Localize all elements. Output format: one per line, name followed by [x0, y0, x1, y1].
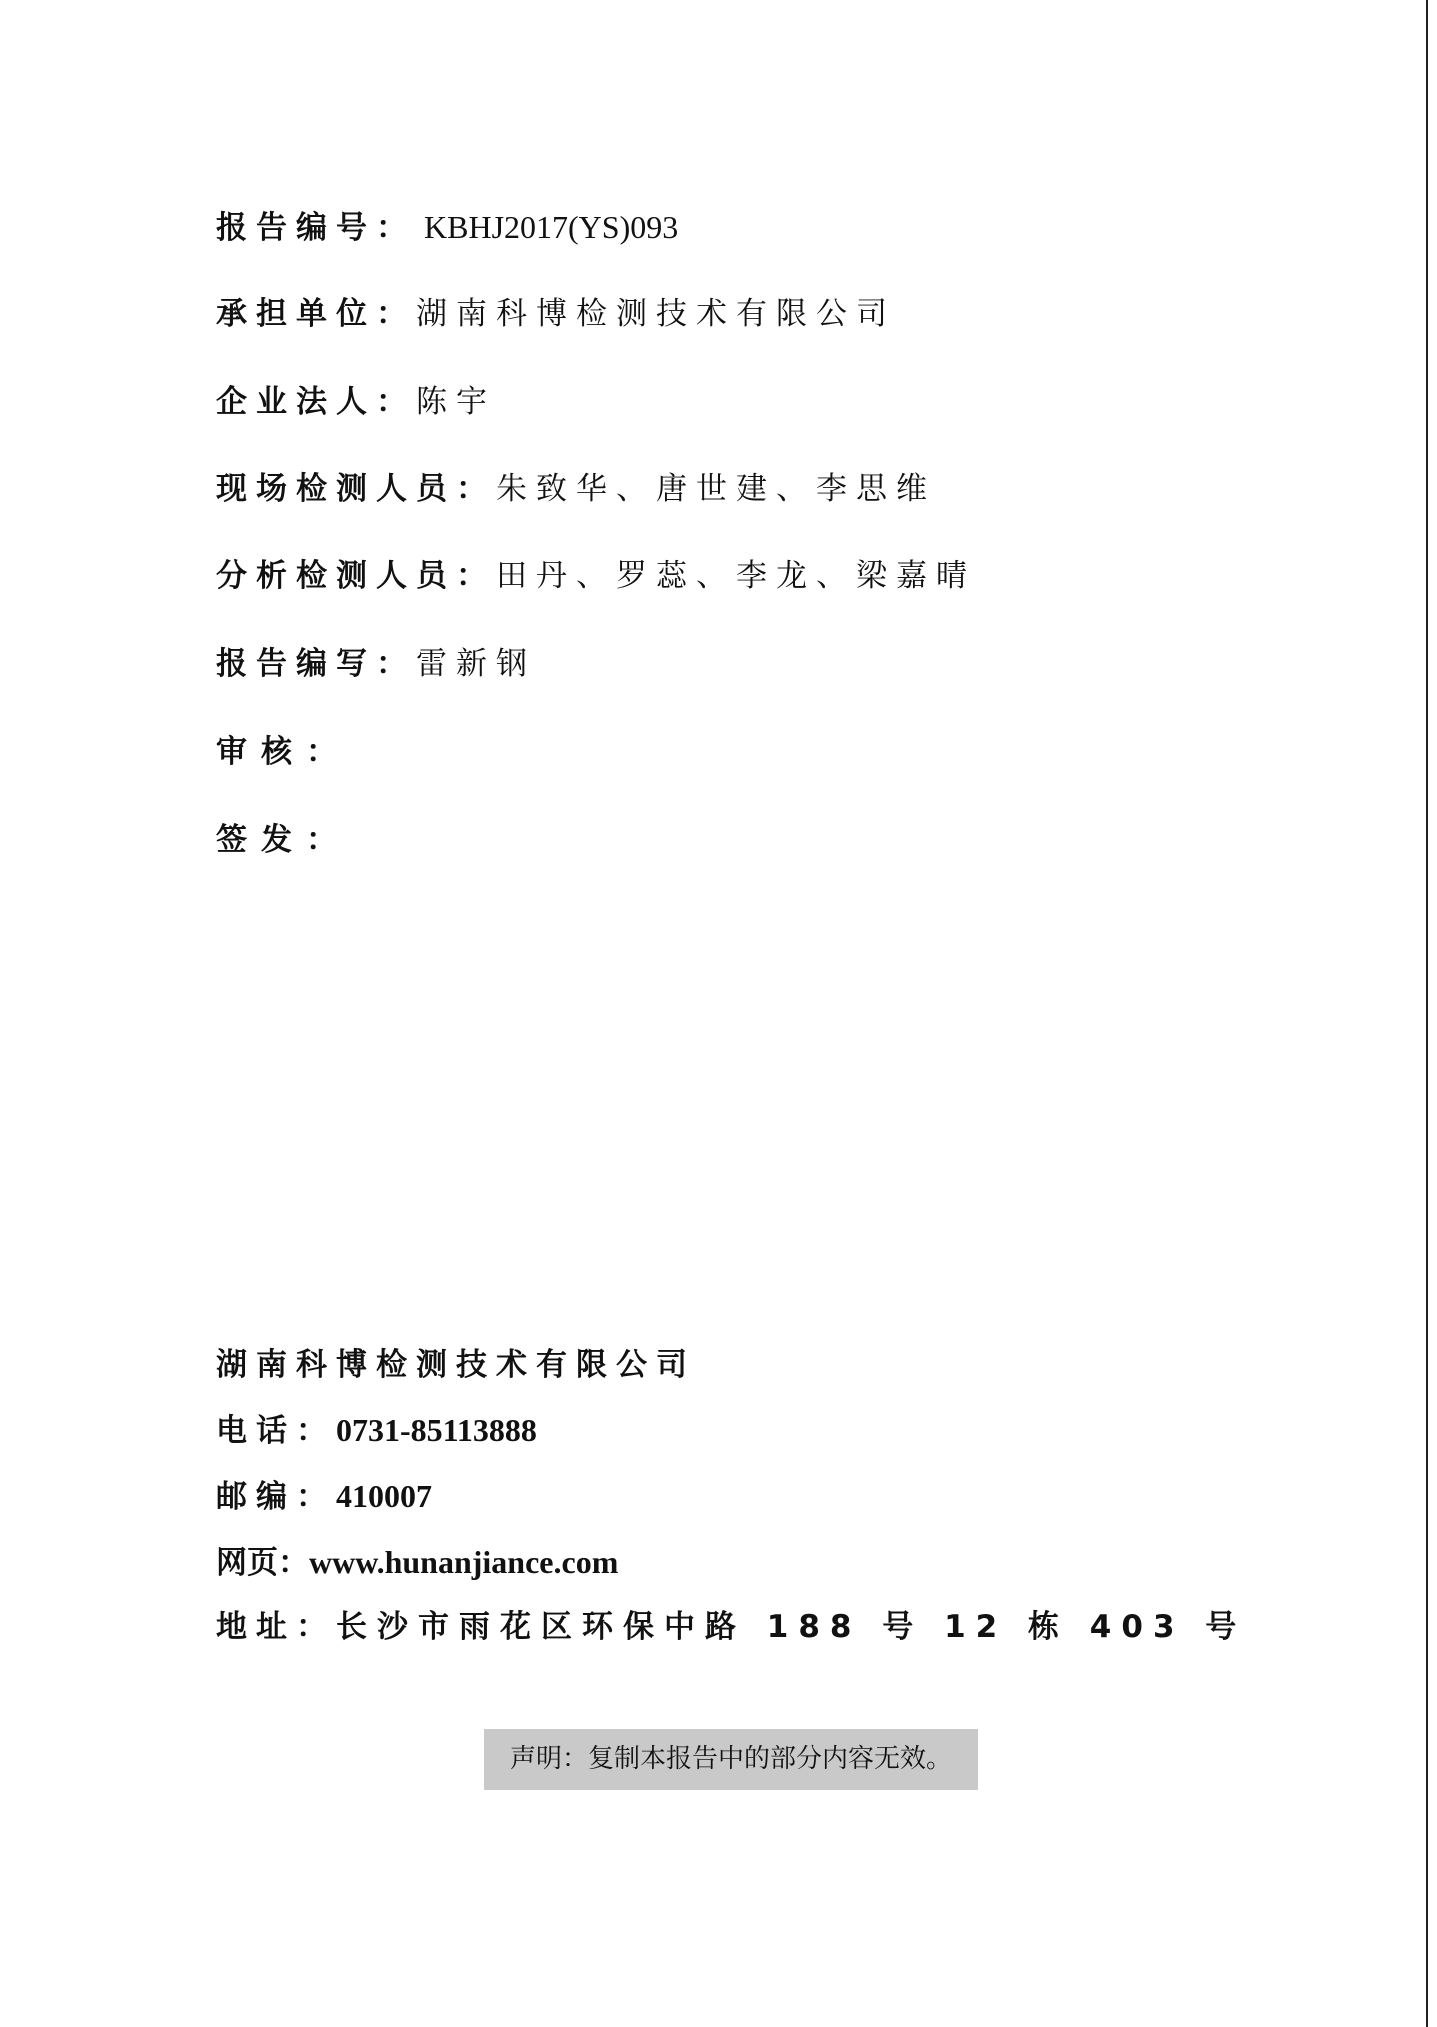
- website-value[interactable]: www.hunanjiance.com: [309, 1544, 619, 1580]
- author-value: 雷新钢: [416, 646, 536, 682]
- undertaker-value: 湖南科博检测技术有限公司: [416, 296, 896, 332]
- issue-label: 签发：: [216, 822, 351, 858]
- field-staff-label: 现场检测人员：: [216, 471, 496, 507]
- report-number-value: KBHJ2017(YS)093: [424, 209, 679, 245]
- company-name-text: 湖南科博检测技术有限公司: [216, 1347, 696, 1383]
- phone-label: 电话：: [216, 1413, 336, 1449]
- undertaker-label: 承担单位：: [216, 296, 416, 332]
- website-row: [216, 1539, 618, 1585]
- issue-row: [216, 815, 351, 865]
- legal-rep-value: 陈宇: [416, 384, 496, 420]
- disclaimer-notice: 声明：复制本报告中的部分内容无效。: [484, 1729, 978, 1790]
- address-value: 长沙市雨花区环保中路 188 号 12 栋 403 号: [336, 1609, 1247, 1645]
- report-number-row: [216, 202, 678, 252]
- website-label: 网页：: [216, 1545, 309, 1581]
- lab-staff-value: 田丹、罗蕊、李龙、梁嘉晴: [496, 558, 976, 594]
- postcode-row: [216, 1473, 432, 1519]
- author-label: 报告编写：: [216, 646, 416, 682]
- lab-staff-row: [216, 551, 976, 601]
- phone-value: 0731-85113888: [336, 1412, 537, 1448]
- field-staff-row: [216, 464, 936, 514]
- page-edge-rule: [1426, 0, 1428, 2027]
- legal-rep-row: [216, 377, 496, 427]
- review-label: 审核：: [216, 734, 351, 770]
- postcode-label: 邮编：: [216, 1479, 336, 1515]
- address-row: [216, 1604, 1246, 1650]
- phone-row: [216, 1407, 537, 1453]
- report-number-label: 报告编号：: [216, 210, 416, 246]
- address-label: 地址：: [216, 1609, 336, 1645]
- legal-rep-label: 企业法人：: [216, 384, 416, 420]
- review-row: [216, 727, 351, 777]
- lab-staff-label: 分析检测人员：: [216, 558, 496, 594]
- postcode-value: 410007: [336, 1478, 432, 1514]
- undertaker-row: [216, 289, 896, 339]
- field-staff-value: 朱致华、唐世建、李思维: [496, 471, 936, 507]
- author-row: [216, 639, 536, 689]
- company-name: [216, 1342, 696, 1388]
